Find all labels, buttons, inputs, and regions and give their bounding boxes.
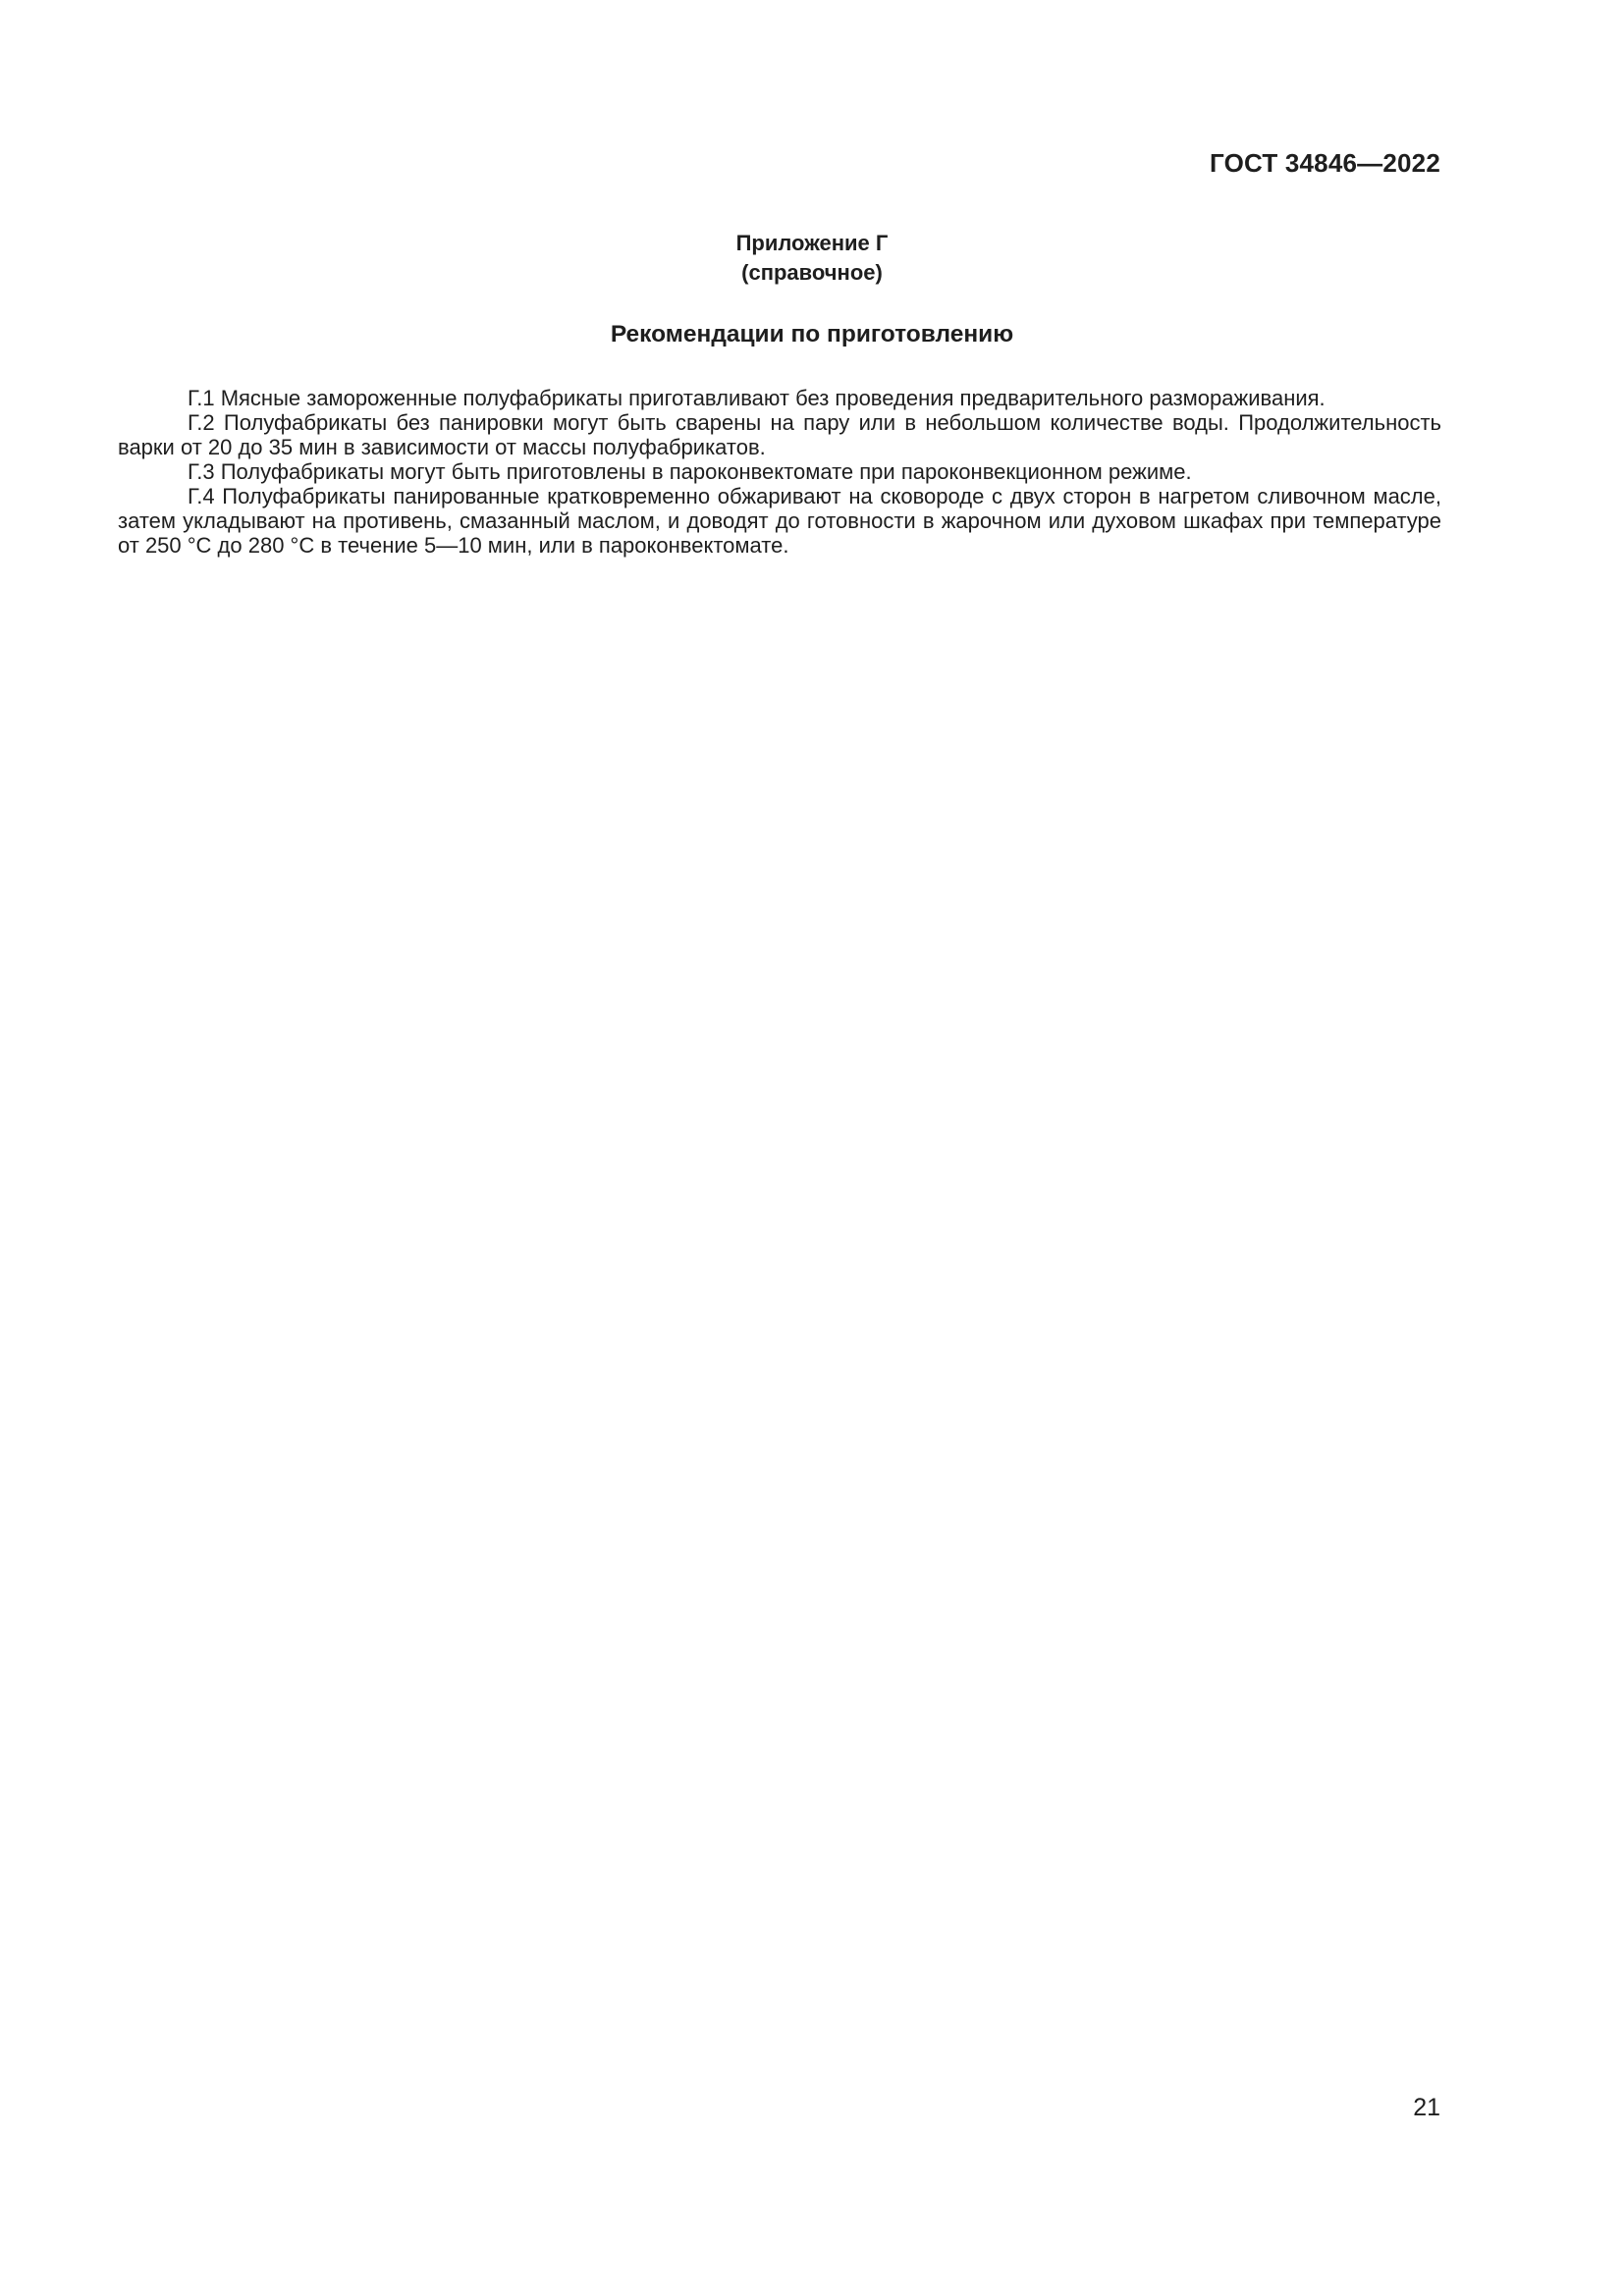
body-text (118, 386, 1441, 558)
paragraph-g2: Г.2 Полуфабрикаты без панировки могут быть сварены на пару или в небольшом количестве воды. Продолжительность варки от 20 до 35 мин в зависимости от массы полуфабрикатов. (118, 410, 1441, 459)
paragraph-g4: Г.4 Полуфабрикаты панированные кратковременно обжаривают на сковороде с двух сторон в нагретом сливочном масле, затем укладывают на противень, смазанный маслом, и доводят до готовности в жарочном или духовом шкафах при температуре от 250 °С до 280 °С в течение 5—10 мин, или в пароконвектомате. (118, 484, 1441, 558)
page-number: 21 (1413, 2094, 1440, 2121)
appendix-header (0, 229, 1624, 288)
section-heading: Рекомендации по приготовлению (610, 321, 1014, 347)
paragraph-g1: Г.1 Мясные замороженные полуфабрикаты приготавливают без проведения предварительного размораживания. (188, 386, 1326, 410)
appendix-title: Приложение Г (735, 231, 889, 255)
appendix-kind: (справочное) (741, 260, 883, 285)
paragraph-g3: Г.3 Полуфабрикаты могут быть приготовлены в пароконвектомате при пароконвекционном режиме. (188, 459, 1192, 484)
document-code: ГОСТ 34846—2022 (1210, 148, 1440, 178)
